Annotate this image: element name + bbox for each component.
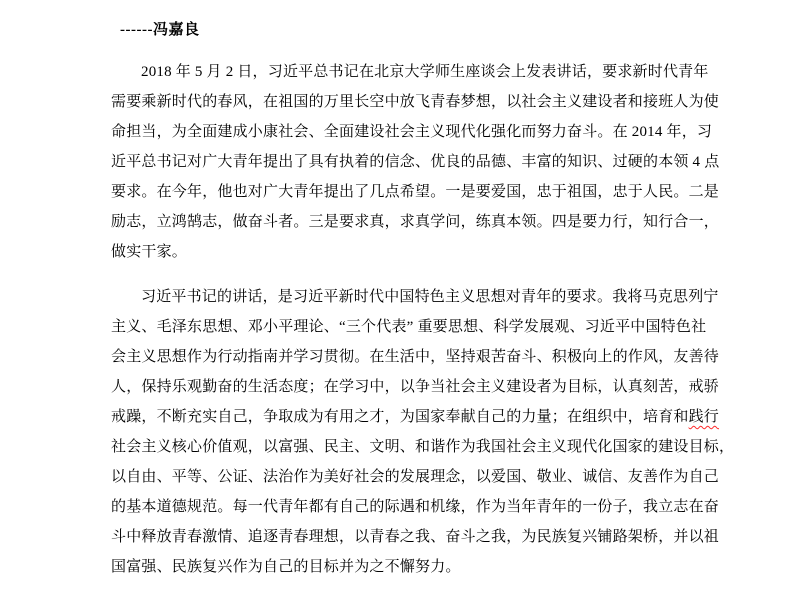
- text-run: 命担当，为全面建成小康社会、全面建设社会主义现代化强化而努力奋斗。在 2014 年，习: [111, 124, 713, 140]
- text-run: 以自由、平等、公证、法治作为美好社会的发展理念，以爱国、敬业、诚信、友善作为自己: [111, 469, 720, 485]
- text-line: [111, 177, 720, 207]
- text-run: 社会主义核心价值观，以富强、民主、文明、和谐作为我国社会主义现代化国家的建设目标，: [111, 439, 735, 455]
- text-line: [111, 522, 720, 552]
- text-line: [111, 552, 687, 582]
- text-line: [111, 492, 720, 522]
- byline: ------冯嘉良: [120, 22, 200, 38]
- text-line: [111, 432, 735, 462]
- text-run: 戒躁，不断充实自己，争取成为有用之才，为国家奉献自己的力量；在组织中，培育和: [111, 409, 689, 425]
- text-run: 做实干家。: [111, 244, 188, 260]
- text-line: [111, 207, 720, 237]
- text-run: 需要乘新时代的春风，在祖国的万里长空中放飞青春梦想，以社会主义建设者和接班人为使: [111, 94, 720, 110]
- text-line: [111, 87, 720, 117]
- text-line: [111, 237, 687, 267]
- text-line: [111, 312, 707, 342]
- text-line: [111, 342, 720, 372]
- text-run: 励志，立鸿鹄志，做奋斗者。三是要求真，求真学问，练真本领。四是要力行，知行合一，: [111, 214, 720, 230]
- text-run: 的基本道德规范。每一代青年都有自己的际遇和机缘，作为当年青年的一份子，我立志在奋: [111, 499, 720, 515]
- text-run: 斗中释放青春激情、追逐青春理想，以青春之我、奋斗之我，为民族复兴铺路架桥，并以祖: [111, 529, 720, 545]
- text-line: [111, 282, 719, 312]
- text-line: [111, 57, 709, 87]
- text-run: 近平总书记对广大青年提出了具有执着的信念、优良的品德、丰富的知识、过硬的本领 4 点: [111, 154, 720, 170]
- text-run: 人，保持乐观勤奋的生活态度；在学习中，以争当社会主义建设者为目标，认真刻苦，戒骄: [111, 379, 720, 395]
- text-run: 习近平书记的讲话，是习近平新时代中国特色主义思想对青年的要求。我将马克思列宁: [141, 289, 719, 305]
- spellcheck-error-text: 践行: [688, 409, 720, 425]
- text-line: [111, 117, 713, 147]
- text-line: [111, 402, 720, 432]
- text-line: [111, 147, 720, 177]
- text-line: [111, 372, 720, 402]
- text-run: 会主义思想作为行动指南并学习贯彻。在生活中，坚持艰苦奋斗、积极向上的作风，友善待: [111, 349, 720, 365]
- paragraph: [111, 57, 720, 267]
- text-line: [111, 462, 720, 492]
- paragraph: [111, 282, 735, 582]
- document-body: [111, 57, 735, 582]
- text-run: 2018 年 5 月 2 日，习近平总书记在北京大学师生座谈会上发表讲话，要求新时代青年: [141, 64, 709, 80]
- text-run: 主义、毛泽东思想、邓小平理论、“三个代表” 重要思想、科学发展观、习近平中国特色社: [111, 319, 707, 335]
- text-run: 要求。在今年，他也对广大青年提出了几点希望。一是要爱国，忠于祖国，忠于人民。二是: [111, 184, 720, 200]
- text-run: 国富强、民族复兴作为自己的目标并为之不懈努力。: [111, 559, 461, 575]
